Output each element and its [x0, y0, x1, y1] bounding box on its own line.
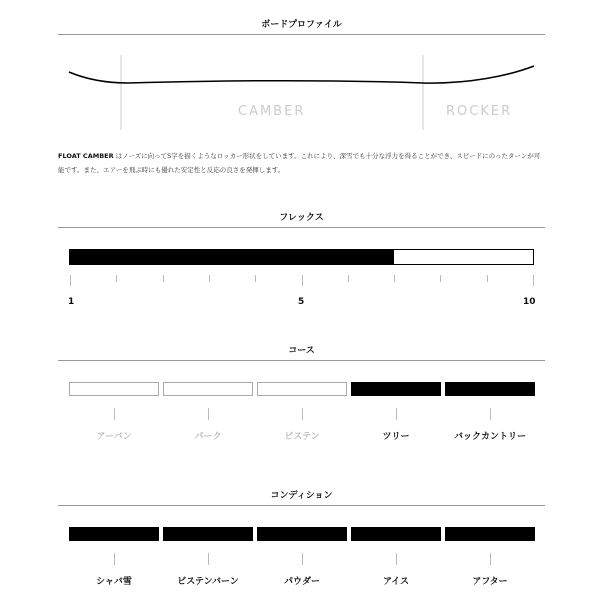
flex-tick	[348, 275, 349, 282]
flex-tick	[487, 275, 488, 282]
course-label: ツリー	[382, 432, 410, 442]
description-text: はノーズに向ってS字を描くようなロッカー形状をしています。これにより、深雪でも十分な浮力を得ることができ、スピードにのったターンが可能です。また、エアーを飛ぶ時にも優れた安定性と反応の良さを発揮します。	[58, 152, 541, 174]
condition-level-box	[445, 527, 535, 541]
divider	[58, 227, 545, 228]
flex-tick	[70, 275, 71, 286]
board-profile-diagram	[58, 50, 545, 135]
course-tick	[396, 408, 397, 420]
course-tick	[114, 408, 115, 420]
flex-bar	[69, 249, 534, 265]
condition-title: コンディション	[270, 491, 333, 501]
condition-label: アイス	[382, 577, 410, 587]
condition-level-box	[163, 527, 253, 541]
profile-description	[58, 149, 545, 177]
flex-title: フレックス	[279, 213, 324, 223]
divider	[58, 34, 545, 35]
divider	[58, 505, 545, 506]
condition-level-box	[351, 527, 441, 541]
condition-tick	[114, 553, 115, 565]
flex-mid-label: 5	[298, 297, 305, 307]
condition-tick	[490, 553, 491, 565]
course-level-box	[257, 382, 347, 396]
flex-tick	[394, 275, 395, 282]
course-level-box	[445, 382, 535, 396]
flex-tick	[533, 275, 534, 286]
course-tick	[302, 408, 303, 420]
course-label: ビステン	[284, 432, 320, 442]
flex-min-label: 1	[68, 297, 75, 307]
course-tick	[208, 408, 209, 420]
condition-level-box	[69, 527, 159, 541]
flex-tick	[255, 275, 256, 282]
flex-tick	[209, 275, 210, 282]
condition-tick	[302, 553, 303, 565]
course-tick	[490, 408, 491, 420]
course-level-box	[69, 382, 159, 396]
flex-tick	[302, 275, 303, 286]
profile-name: FLOAT CAMBER	[58, 152, 114, 160]
camber-label: CAMBER	[238, 104, 306, 119]
condition-level-box	[257, 527, 347, 541]
course-label: アーバン	[96, 432, 132, 442]
condition-label: アフター	[472, 577, 508, 587]
course-level-box	[351, 382, 441, 396]
flex-bar-fill	[70, 250, 394, 264]
flex-tick	[163, 275, 164, 282]
course-level-box	[163, 382, 253, 396]
course-title: コース	[288, 346, 315, 356]
course-label: バックカントリー	[453, 432, 526, 442]
condition-label: シャバ雪	[96, 577, 132, 587]
rocker-label: ROCKER	[446, 104, 513, 119]
condition-label: ビステンバーン	[177, 577, 239, 587]
flex-tick	[116, 275, 117, 282]
course-label: パーク	[194, 432, 222, 442]
condition-label: パウダー	[284, 577, 320, 587]
flex-tick	[440, 275, 441, 282]
profile-title: ボードプロファイル	[261, 20, 342, 30]
condition-tick	[396, 553, 397, 565]
flex-max-label: 10	[523, 297, 536, 307]
condition-tick	[208, 553, 209, 565]
divider	[58, 360, 545, 361]
